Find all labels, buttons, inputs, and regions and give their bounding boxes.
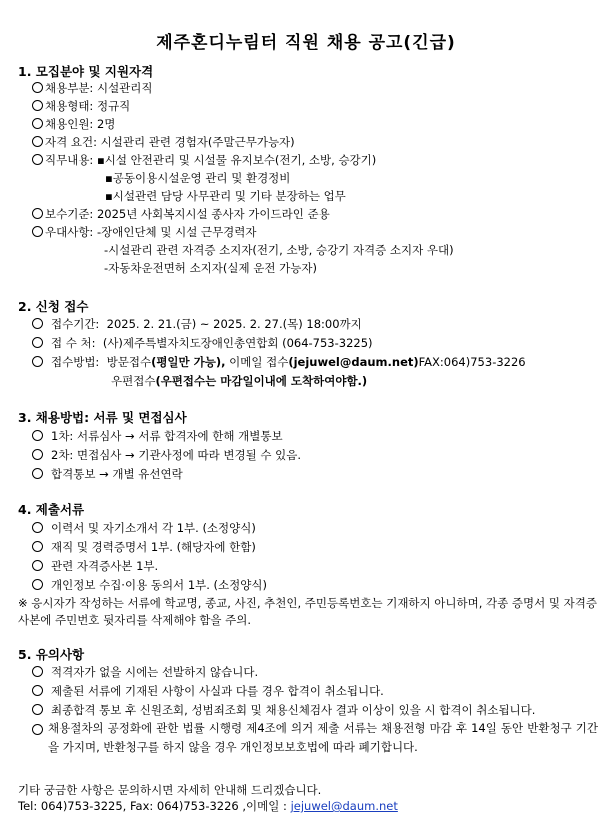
page-title: 제주혼디누림터 직원 채용 공고(긴급) [156, 33, 456, 53]
circle-bullet-icon [32, 356, 43, 367]
circle-bullet-icon [32, 430, 43, 441]
circle-bullet-icon [32, 522, 43, 533]
circle-bullet-icon [32, 579, 43, 590]
circle-bullet-icon [32, 318, 43, 329]
section-heading-3: 3. 채용방법: 서류 및 면접심사 [18, 410, 187, 425]
circle-bullet-icon [32, 100, 43, 111]
circle-bullet-icon [32, 468, 43, 479]
pref-item: -시설관리 관련 자격증 소지자(전기, 소방, 승강기 자격증 소지자 우대) [104, 243, 454, 257]
list-item: 최종합격 통보 후 신원조회, 성범죄조회 및 채용신체검사 결과 이상이 있을 시 합격이 취소됩니다. [32, 702, 535, 718]
duty-row: 직무내용: ▪시설 안전관리 및 시설물 유지보수(전기, 소방, 승강기) [32, 152, 376, 168]
list-item: 채용절차의 공정화에 관한 법률 시행령 제4조에 의거 제출 서류는 채용전형 마감 후 14일 동안 반환청구 기간을 가지며, 반환청구를 하지 않을 경우 개인정보보호법에 따라 폐기합니다. [48, 721, 598, 754]
circle-bullet-icon [32, 154, 43, 165]
period-row: 접수기간: 2025. 2. 21.(금) ~ 2025. 2. 27.(목) 18:00까지 [32, 316, 362, 332]
section-heading-2: 2. 신청 접수 [18, 299, 89, 314]
type-row: 채용형태: 정규직 [32, 98, 130, 114]
section-heading-1: 1. 모집분야 및 지원자격 [18, 64, 154, 79]
circle-bullet-icon [32, 541, 43, 552]
footer-contact-text: 기타 궁금한 사항은 문의하시면 자세히 안내해 드리겠습니다. [18, 783, 322, 797]
list-item: 재직 및 경력증명서 1부. (해당자에 한함) [32, 539, 256, 555]
pref-item: -자동차운전면허 소지자(실제 운전 가능자) [104, 261, 317, 275]
section-heading-4: 4. 제출서류 [18, 502, 85, 517]
field-row: 채용부분: 시설관리직 [32, 80, 153, 96]
list-item: 관련 자격증사본 1부. [32, 558, 158, 574]
documents-note: ※ 응시자가 작성하는 서류에 학교명, 종교, 사진, 추천인, 주민등록번호는 기재하지 아니하며, 각종 증명서 및 자격증 사본에 주민번호 뒷자리를 삭제해야 함을 주의. [18, 596, 597, 627]
duty-item: ▪시설관련 담당 사무관리 및 기타 분장하는 업무 [105, 189, 346, 203]
circle-bullet-icon [32, 136, 43, 147]
circle-bullet-icon [32, 82, 43, 93]
circle-bullet-icon [32, 560, 43, 571]
qual-row: 자격 요건: 시설관리 관련 경험자(주말근무가능자) [32, 134, 295, 150]
list-item: 1차: 서류심사 → 서류 합격자에 한해 개별통보 [32, 428, 283, 444]
list-item: 합격통보 → 개별 유선연락 [32, 466, 183, 482]
circle-bullet-icon [32, 704, 43, 715]
pay-row: 보수기준: 2025년 사회복지시설 종사자 가이드라인 준용 [32, 206, 330, 222]
list-item: 2차: 면접심사 → 기관사정에 따라 변경될 수 있음. [32, 447, 301, 463]
place-row: 접 수 처: (사)제주특별자치도장애인총연합회 (064-753-3225) [32, 335, 373, 351]
circle-bullet-icon [32, 337, 43, 348]
count-row: 채용인원: 2명 [32, 116, 115, 132]
pref-row: 우대사항: -장애인단체 및 시설 근무경력자 [32, 224, 257, 240]
circle-bullet-icon [32, 118, 43, 129]
circle-bullet-icon [32, 666, 43, 677]
footer-contact-line: Tel: 064)753-3225, Fax: 064)753-3226 ,이메일 : jejuwel@daum.net [18, 799, 398, 813]
duty-item: ▪공동이용시설운영 관리 및 환경정비 [105, 171, 291, 185]
section-heading-5: 5. 유의사항 [18, 647, 85, 662]
circle-bullet-icon [32, 208, 43, 219]
list-item: 개인정보 수집·이용 동의서 1부. (소정양식) [32, 577, 267, 593]
list-item: 적격자가 없을 시에는 선발하지 않습니다. [32, 664, 258, 680]
email-link[interactable]: jejuwel@daum.net [290, 799, 398, 813]
list-item: 제출된 서류에 기재된 사항이 사실과 다를 경우 합격이 취소됩니다. [32, 683, 384, 699]
method-row-2: 우편접수(우편접수는 마감일이내에 도착하여야함.) [111, 374, 368, 388]
circle-bullet-icon [32, 724, 43, 735]
circle-bullet-icon [32, 226, 43, 237]
circle-bullet-icon [32, 449, 43, 460]
circle-bullet-icon [32, 685, 43, 696]
method-row: 접수방법: 방문접수(평일만 가능), 이메일 접수(jejuwel@daum.net)FAX:064)753-3226 [32, 354, 526, 370]
list-item: 이력서 및 자기소개서 각 1부. (소정양식) [32, 520, 256, 536]
